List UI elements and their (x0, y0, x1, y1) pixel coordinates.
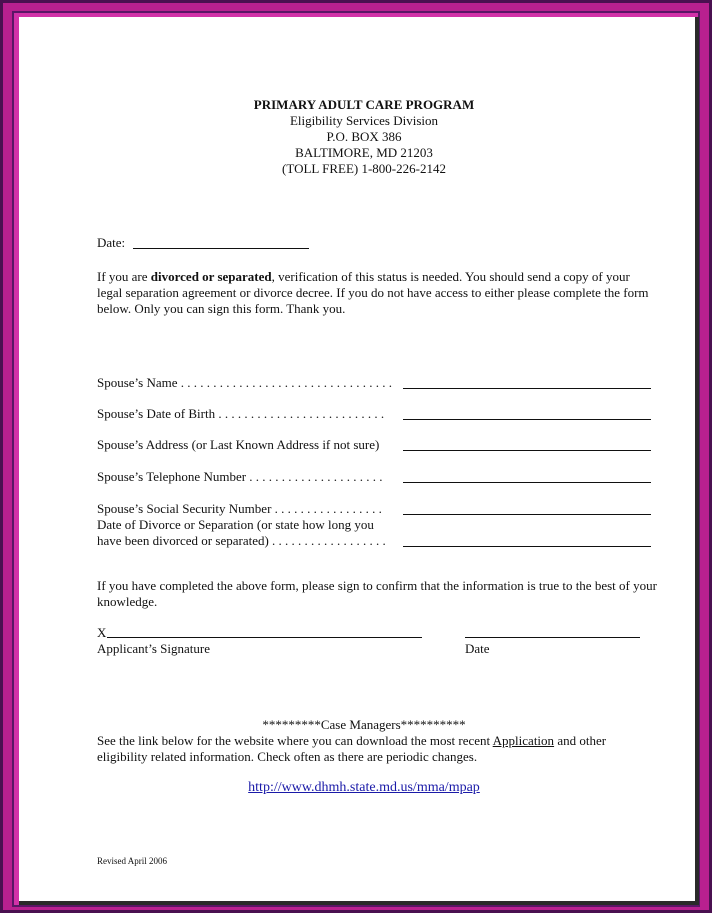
intro-text-start: If you are (97, 269, 151, 284)
date-label: Date: (97, 235, 126, 250)
division-name: Eligibility Services Division (289, 113, 439, 128)
confirm-paragraph: If you have completed the above form, please sign to confirm that the information is true to the best of your knowledge. (97, 578, 657, 609)
divorce-date-field[interactable] (403, 546, 651, 547)
document-header (19, 97, 709, 177)
case-managers-paragraph (97, 733, 657, 765)
intro-paragraph (97, 269, 657, 317)
spouse-dob-field[interactable] (403, 419, 651, 420)
application-word: Application (492, 733, 555, 748)
intro-bold-text: divorced or separated (150, 269, 272, 284)
website-link[interactable]: http://www.dhmh.state.md.us/mma/mpap (248, 780, 480, 795)
signature-x-mark: X (97, 625, 107, 640)
spouse-ssn-field[interactable] (403, 514, 651, 515)
spouse-address-label: Spouse’s Address (or Last Known Address if not sure) (97, 437, 380, 452)
case-managers-heading: *********Case Managers********** (262, 717, 466, 732)
document-page (19, 17, 699, 905)
case-managers-text-end: and other eligibility related information. Check often as there are periodic changes. (97, 733, 607, 764)
spouse-ssn-label: Spouse’s Social Security Number . . . . . . . . . . . . . . . . . (97, 501, 382, 516)
spouse-name-label: Spouse’s Name . . . . . . . . . . . . . . . . . . . . . . . . . . . . . . . . . (97, 375, 393, 390)
signature-field[interactable] (107, 637, 422, 638)
case-managers-text-start: See the link below for the website where you can download the most recent (97, 733, 493, 748)
website-link-row (19, 779, 709, 796)
signature-date-field[interactable] (465, 637, 640, 638)
divorce-date-label-line1: Date of Divorce or Separation (or state how long you (97, 517, 374, 532)
program-title: PRIMARY ADULT CARE PROGRAM (253, 97, 475, 112)
intro-text-end: , verification of this status is needed. You should send a copy of your legal separation agreement or divorce decree. If you do not have access to either please complete the form below. Only you can sign this form. Thank you. (97, 269, 649, 316)
spouse-phone-label: Spouse’s Telephone Number . . . . . . . . . . . . . . . . . . . . . (97, 469, 383, 484)
divorce-date-label-line2: have been divorced or separated) . . . . . . . . . . . . . . . . . . (97, 533, 386, 548)
date-field[interactable] (133, 248, 309, 249)
signature-date-label: Date (465, 641, 490, 656)
spouse-name-field[interactable] (403, 388, 651, 389)
applicant-signature-label: Applicant’s Signature (97, 641, 211, 656)
toll-free-phone: (TOLL FREE) 1-800-226-2142 (282, 161, 446, 176)
spouse-phone-field[interactable] (403, 482, 651, 483)
spouse-address-field[interactable] (403, 450, 651, 451)
revised-date: Revised April 2006 (97, 856, 167, 866)
spouse-dob-label: Spouse’s Date of Birth . . . . . . . . . . . . . . . . . . . . . . . . . . (97, 406, 385, 421)
po-box: P.O. BOX 386 (326, 129, 402, 144)
city-state-zip: BALTIMORE, MD 21203 (295, 145, 433, 160)
